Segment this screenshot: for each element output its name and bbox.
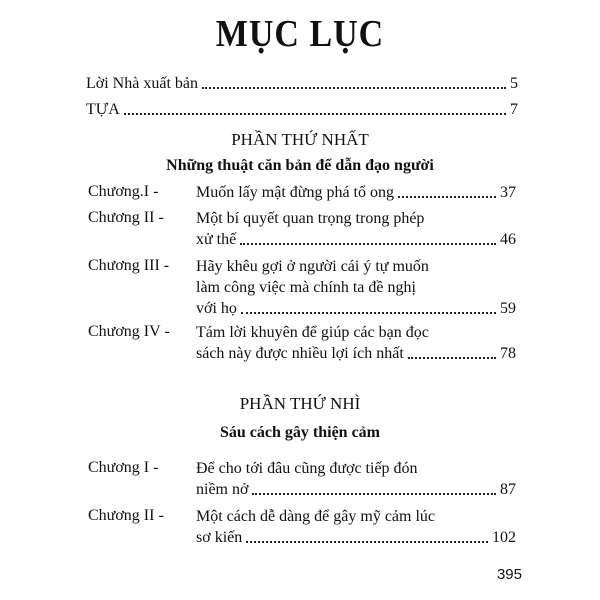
dot-leader bbox=[240, 242, 496, 245]
chapter-label: Chương IV - bbox=[88, 323, 170, 340]
chapter-title-line: Tám lời khuyên để giúp các bạn đọc bbox=[196, 324, 429, 341]
dot-leader bbox=[124, 112, 506, 115]
chapter-title-line: sơ kiến bbox=[196, 529, 243, 546]
chapter-label: Chương.I - bbox=[88, 183, 159, 200]
chapter-line bbox=[196, 527, 516, 548]
chapter-title-line: Một cách dễ dàng để gây mỹ cảm lúc bbox=[196, 508, 436, 525]
chapter-page: 102 bbox=[492, 529, 516, 546]
chapter-page: 59 bbox=[500, 300, 516, 317]
chapter-title-line: Để cho tới đâu cũng được tiếp đón bbox=[196, 460, 418, 477]
chapter-label: Chương II - bbox=[88, 209, 164, 226]
chapter-line bbox=[196, 229, 516, 250]
dot-leader bbox=[398, 195, 496, 198]
chapter-entry bbox=[196, 458, 516, 500]
toc-entry-label: Lời Nhà xuất bản bbox=[86, 75, 198, 92]
part2-heading: PHẦN THỨ NHÌ bbox=[239, 394, 361, 413]
chapter-page: 37 bbox=[500, 184, 516, 201]
chapter-entry bbox=[196, 182, 516, 203]
part2-subtitle: Sáu cách gây thiện cảm bbox=[220, 424, 380, 441]
chapter-title-line: làm công việc mà chính ta đề nghị bbox=[196, 279, 416, 296]
chapter-line bbox=[196, 182, 516, 203]
chapter-entry bbox=[196, 256, 516, 319]
dot-leader bbox=[246, 540, 488, 543]
toc-entry-page: 7 bbox=[510, 101, 518, 118]
toc-entry-publisher-note bbox=[86, 74, 518, 94]
page-title: MỤC LỤC bbox=[215, 13, 385, 56]
chapter-line bbox=[196, 298, 516, 319]
part1-subtitle: Những thuật căn bản để dẫn đạo người bbox=[166, 157, 434, 174]
chapter-page: 46 bbox=[500, 231, 516, 248]
chapter-title-line: sách này được nhiều lợi ích nhất bbox=[196, 345, 404, 362]
chapter-entry bbox=[196, 208, 516, 250]
chapter-title-line: với họ bbox=[196, 300, 237, 317]
toc-entry-page: 5 bbox=[510, 75, 518, 92]
chapter-line bbox=[196, 343, 516, 364]
chapter-label: Chương I - bbox=[88, 459, 159, 476]
dot-leader bbox=[241, 311, 496, 314]
chapter-label: Chương III - bbox=[88, 257, 170, 274]
chapter-entry bbox=[196, 322, 516, 364]
chapter-line bbox=[196, 479, 516, 500]
toc-entry-label: TỰA bbox=[86, 101, 120, 118]
chapter-title-line: Muốn lấy mật đừng phá tổ ong bbox=[196, 184, 394, 201]
dot-leader bbox=[252, 492, 496, 495]
toc-entry-preface bbox=[86, 100, 518, 120]
dot-leader bbox=[408, 356, 496, 359]
chapter-page: 87 bbox=[500, 481, 516, 498]
page-number: 395 bbox=[496, 566, 522, 583]
chapter-title-line: niềm nở bbox=[196, 481, 249, 498]
chapter-page: 78 bbox=[500, 345, 516, 362]
chapter-title-line: Hãy khêu gợi ở người cái ý tự muốn bbox=[196, 258, 429, 275]
part1-heading: PHẦN THỨ NHẤT bbox=[231, 130, 369, 149]
dot-leader bbox=[202, 86, 506, 89]
chapter-title-line: Một bí quyết quan trọng trong phép bbox=[196, 210, 425, 227]
chapter-entry bbox=[196, 506, 516, 548]
chapter-title-line: xử thế bbox=[196, 231, 237, 248]
chapter-label: Chương II - bbox=[88, 507, 164, 524]
